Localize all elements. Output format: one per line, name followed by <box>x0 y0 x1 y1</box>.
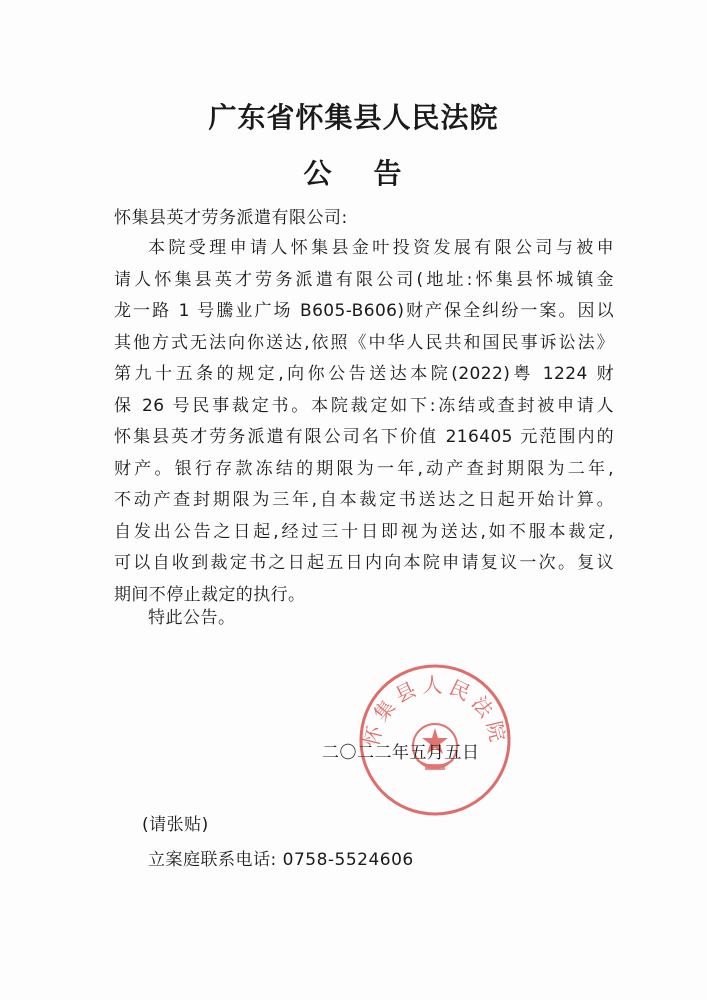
posting-note: (请张贴) <box>142 815 209 835</box>
body-line: 财产。银行存款冻结的期限为一年,动产查封期限为二年, <box>114 458 614 479</box>
title-char-gao: 告 <box>373 157 404 190</box>
body-line: 保 26 号民事裁定书。本院裁定如下:冻结或查封被申请人 <box>114 395 614 416</box>
body-line: 不动产查封期限为三年,自本裁定书送达之日起开始计算。 <box>114 490 614 510</box>
addressee: 怀集县英才劳务派遣有限公司: <box>114 208 348 228</box>
body-line: 请人怀集县英才劳务派遣有限公司(地址:怀集县怀城镇金 <box>114 269 614 290</box>
body-line: 期间不停止裁定的执行。 <box>114 584 306 605</box>
body-line: 本院受理申请人怀集县金叶投资发展有限公司与被申 <box>148 238 614 258</box>
body-line: 第九十五条的规定,向你公告送达本院(2022)粤 1224 财 <box>114 364 614 384</box>
issue-date: 二〇二二年五月五日 <box>322 743 480 763</box>
body-line: 龙一路 1 号騰业广场 B605-B606)财产保全纠纷一案。因以 <box>114 301 614 321</box>
body-line: 怀集县英才劳务派遣有限公司名下价值 216405 元范围内的 <box>114 427 614 447</box>
body-line: 其他方式无法向你送达,依照《中华人民共和国民事诉讼法》 <box>114 332 614 353</box>
notice-body <box>114 233 614 611</box>
body-line: 自发出公告之日起,经过三十日即视为送达,如不服本裁定, <box>114 521 614 542</box>
title-char-gong: 公 <box>303 157 334 190</box>
body-line: 可以自收到裁定书之日起五日内向本院申请复议一次。复议 <box>114 553 614 573</box>
seal-text: 怀集县人民法院 <box>359 673 511 749</box>
closing-remark: 特此公告。 <box>148 608 236 628</box>
court-name-heading: 广东省怀集县人民法院 <box>208 101 499 134</box>
contact-phone: 立案庭联系电话: 0758-5524606 <box>148 850 414 870</box>
document-title <box>0 152 707 192</box>
